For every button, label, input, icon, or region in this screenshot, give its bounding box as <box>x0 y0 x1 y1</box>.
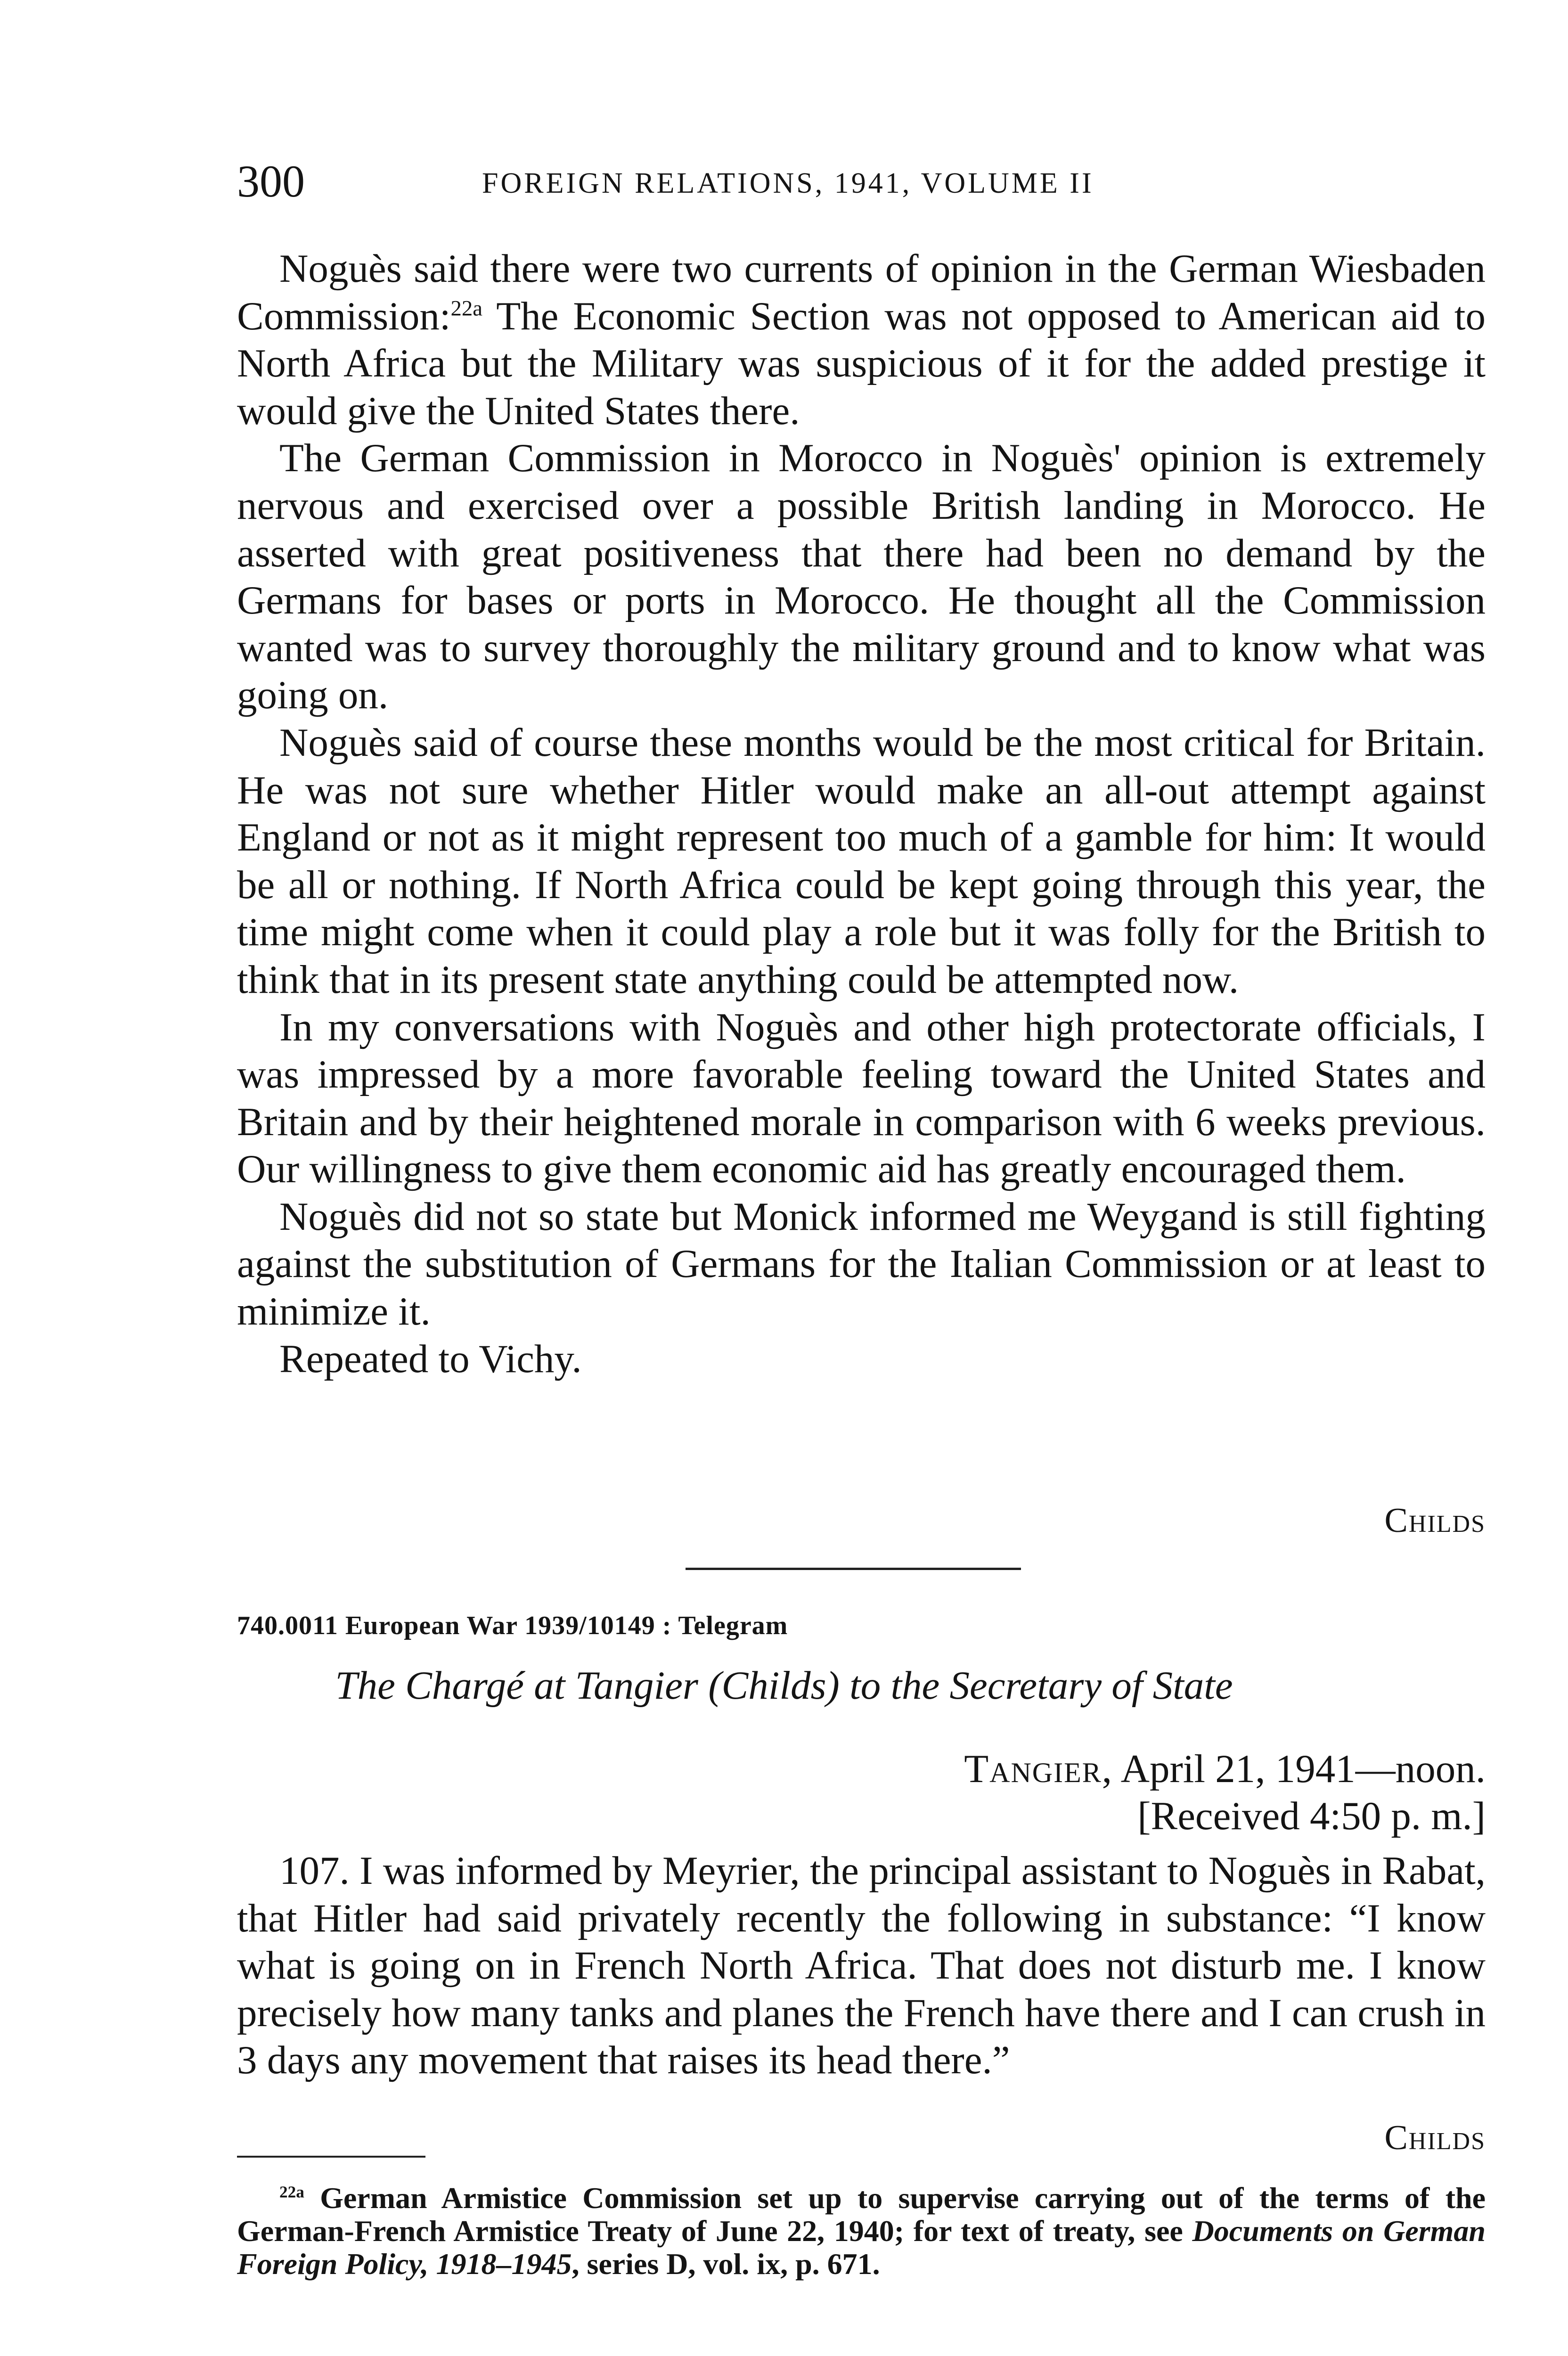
telegram-body <box>237 1847 1486 2084</box>
telegram-body-continued <box>237 245 1486 1383</box>
paragraph: 107. I was informed by Meyrier, the principal assistant to Noguès in Rabat, that Hitler had said privately recently the following in substance: “I know what is going on in French North Africa. That does not disturb me. I know precisely how many tanks and planes the French have there and I can crush in 3 days any movement that raises its head there.” <box>237 1849 1486 2083</box>
section-divider <box>686 1568 1021 1570</box>
footnote-cited-title: Documents on German Foreign Policy, 1918–1945 <box>237 2214 1486 2281</box>
footnote-reference: 22a <box>450 296 482 321</box>
page-number: 300 <box>237 156 305 206</box>
dateline <box>964 1746 1486 1792</box>
paragraph <box>237 245 1486 434</box>
file-number: 740.0011 European War 1939/10149 : Telegram <box>237 1611 788 1640</box>
paragraph: The German Commission in Morocco in Noguès' opinion is extremely nervous and exercised over a possible British landing in Morocco. He asserted with great positiveness that there had been no demand by the Germans for bases or ports in Morocco. He thought all the Commission wanted was to survey thoroughly the military ground and to know what was going on. <box>237 436 1486 718</box>
paragraph: Repeated to Vichy. <box>279 1336 582 1381</box>
paragraph: Noguès did not so state but Monick informed me Weygand is still fighting against the substitution of Germans for the Italian Commission or at least to minimize it. <box>237 1194 1486 1334</box>
dateline-date: April 21, 1941—noon. <box>1113 1747 1486 1791</box>
running-head: FOREIGN RELATIONS, 1941, VOLUME II <box>482 167 1094 199</box>
document-title: The Chargé at Tangier (Childs) to the Secretary of State <box>335 1663 1233 1708</box>
footnote-body: , series D, vol. ix, p. 671. <box>572 2247 880 2281</box>
page-header <box>237 155 1486 212</box>
paragraph: Noguès said of course these months would be the most critical for Britain. He was not sure whether Hitler would make an all-out attempt against England or not as it might represent too much of a gamble for him: It would be all or nothing. If North Africa could be kept going through this year, the time might come when it could play a role but it was folly for the British to think that in its present state anything could be attempted now. <box>237 720 1486 1002</box>
paragraph: In my conversations with Noguès and other high protectorate officials, I was impressed by a more favorable feeling toward the United States and Britain and by their heightened morale in comparison with 6 weeks previous. Our willingness to give them economic aid has greatly encouraged them. <box>237 1005 1486 1192</box>
received-line: [Received 4:50 p. m.] <box>1137 1794 1486 1838</box>
paragraph-text: Noguès said there were two currents of opinion in the German Wiesbaden Commission: <box>237 246 1486 338</box>
signature: Childs <box>1384 1501 1486 1540</box>
footnote-text <box>237 2182 1486 2281</box>
signature: Childs <box>1384 2119 1486 2157</box>
paragraph-text: The Economic Section was not opposed to American aid to North Africa but the Military was suspicious of it for the added prestige it would give the United States there. <box>237 294 1486 433</box>
dateline-place: Tangier, <box>964 1747 1113 1791</box>
footnote-body: German Armistice Commission set up to supervise carrying out of the terms of the German-French Armistice Treaty of June 22, 1940; for text of treaty, see <box>237 2181 1486 2248</box>
footnote <box>237 2182 1486 2281</box>
footnote-mark: 22a <box>279 2183 304 2201</box>
footnote-divider <box>237 2156 425 2158</box>
